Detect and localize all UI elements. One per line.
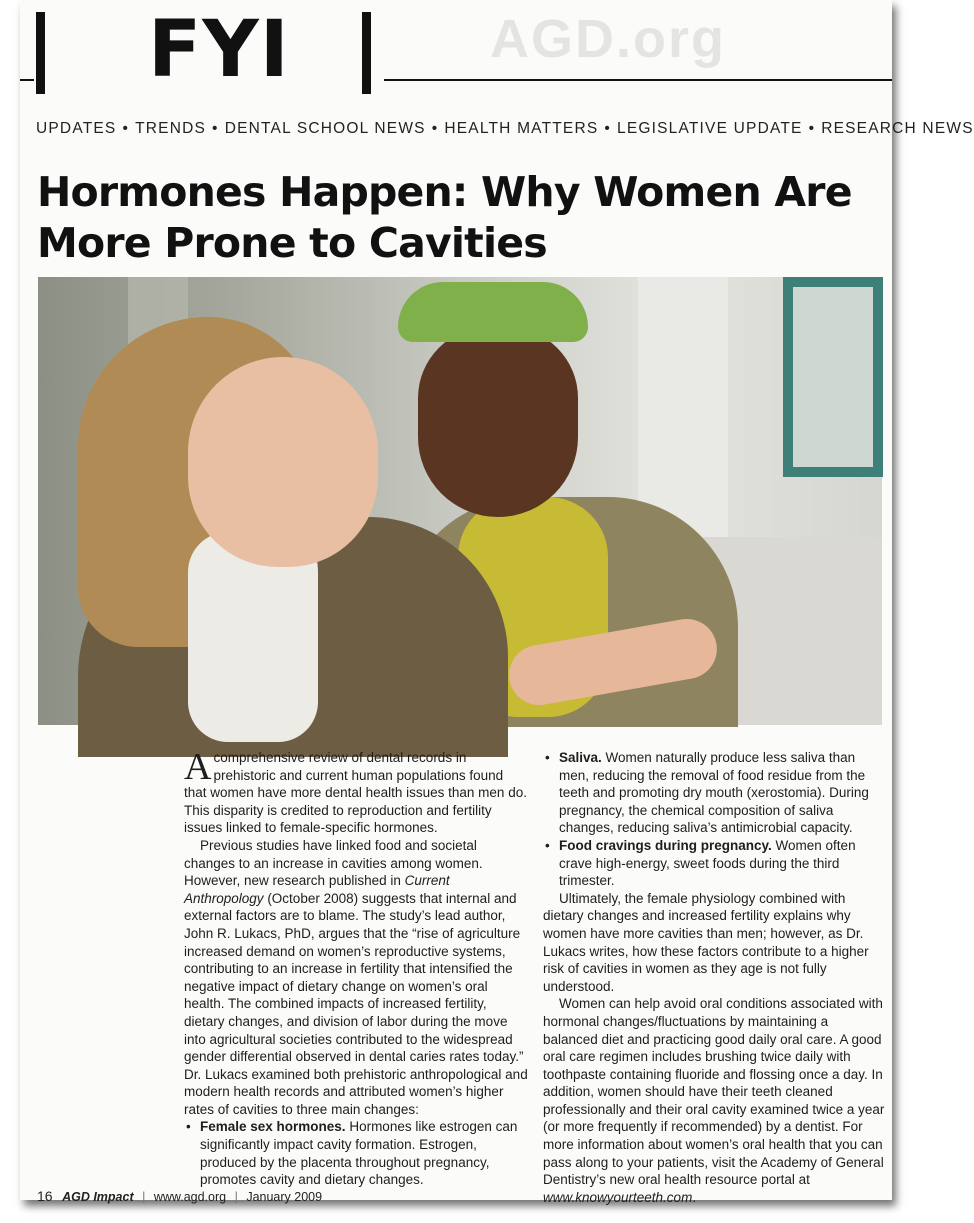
bullet-food-cravings	[543, 837, 885, 890]
nav-item-legislative-update: LEGISLATIVE UPDATE	[617, 120, 803, 137]
bullet-dot: •	[186, 1119, 191, 1135]
paragraph-conclusion: Ultimately, the female physiology combined with dietary changes and increased fertility explains why women have more cavities than men; however, as Dr. Lukacs writes, how these factors contribute to a higher risk of cavities in women as they age is not fully understood.	[543, 890, 869, 994]
section-nav	[36, 120, 974, 138]
nav-separator: •	[212, 120, 219, 137]
header-rule-right	[384, 79, 892, 81]
bullet-heading: Saliva.	[559, 750, 602, 765]
article-column-1	[184, 746, 529, 1189]
paragraph-text: Previous studies have linked food and societal changes to an increase in cavities among women. However, new research published in	[184, 837, 483, 889]
bullet-text: Women often crave high-energy, sweet foods during the third trimester.	[559, 837, 856, 889]
bullet-dot: •	[545, 750, 550, 765]
paragraph-intro	[184, 746, 529, 837]
nav-item-health-matters: HEALTH MATTERS	[444, 120, 599, 137]
footer-separator: |	[142, 1190, 146, 1204]
bullet-hormones	[184, 1118, 529, 1188]
nav-item-dental-school-news: DENTAL SCHOOL NEWS	[224, 120, 426, 137]
page-footer	[37, 1188, 322, 1204]
right-header-bar	[362, 12, 371, 94]
nav-separator: •	[604, 120, 612, 137]
paragraph-text: .	[692, 1189, 697, 1205]
paragraph-research	[184, 837, 529, 1119]
bullet-saliva	[543, 749, 885, 837]
article-title: Hormones Happen: Why Women Are More Prone to Cavities	[37, 168, 852, 267]
bullet-dot: •	[545, 837, 550, 853]
drop-cap: A	[184, 746, 212, 788]
header-rule-left	[20, 79, 34, 81]
nav-separator: •	[122, 120, 130, 137]
nav-separator: •	[808, 120, 816, 137]
left-header-bar	[36, 12, 45, 94]
site-url: www.agd.org	[153, 1190, 227, 1204]
article-photo	[38, 277, 882, 725]
bullet-heading: Female sex hormones.	[200, 1119, 346, 1135]
nav-separator: •	[431, 120, 439, 137]
website-link[interactable]: www.knowyourteeth.com	[543, 1189, 693, 1205]
nav-item-updates: UPDATES	[36, 120, 117, 137]
nav-item-trends: TRENDS	[135, 120, 207, 137]
magazine-page	[20, 0, 974, 1205]
paragraph-text: (October 2008) suggests that internal and external factors are to blame. The study’s lead author, John R. Lukacs, PhD, argues that the “rise of agriculture increased demand on women’s reproductive systems, contributing to an increase in fertility that intensified the negative impact of dietary change on women’s oral health. The combined impacts of increased fertility, dietary changes, and division of labor during the move into agricultural societies contributed to the widespread gender differential observed in dental caries rates today.” Dr. Lukacs examined both prehistoric anthropological and modern health records and attributed women’s higher rates of cavities to three main changes:	[184, 890, 528, 1117]
page-number: 16	[37, 1188, 53, 1204]
bullet-text: Hormones like estrogen can significantly impact cavity formation. Estrogen, produced by the placenta throughout pregnancy, promotes cavity and dietary changes.	[200, 1119, 518, 1188]
background-ghost-text: AGD.org	[490, 9, 726, 69]
issue-date: January 2009	[246, 1190, 323, 1204]
footer-separator: |	[234, 1190, 238, 1204]
paragraph-text: Women can help avoid oral conditions associated with hormonal changes/fluctuations by maintaining a balanced diet and practicing good daily oral care. A good oral care regimen includes brushing twice daily with toothpaste containing fluoride and flossing once a day. In addition, women should have their teeth cleaned professionally and their oral cavity examined twice a year (or more frequently if recommended) by a dentist. For more information about women’s oral health that you can pass along to your patients, visit the Academy of General Dentistry’s new oral health resource portal at	[543, 996, 885, 1188]
nav-item-research-news: RESEARCH NEWS	[821, 120, 974, 137]
article-column-2	[543, 749, 885, 1206]
section-title: FYI	[148, 5, 290, 95]
magazine-name: AGD Impact	[62, 1190, 134, 1204]
bullet-heading: Food cravings during pregnancy.	[559, 837, 772, 853]
paragraph-advice	[543, 995, 885, 1206]
journal-name: Current Anthropology	[184, 873, 450, 906]
bullet-text: Women naturally produce less saliva than men, reducing the removal of food residue from the teeth and promoting dry mouth (xerostomia). During pregnancy, the chemical composition of saliva changes, reducing saliva’s antimicrobial capacity.	[559, 750, 869, 836]
paragraph-text: comprehensive review of dental records in prehistoric and current human populations found that women have more dental health issues than men do. This disparity is credited to reproduction and fertility issues linked to female-specific hormones.	[184, 750, 527, 836]
